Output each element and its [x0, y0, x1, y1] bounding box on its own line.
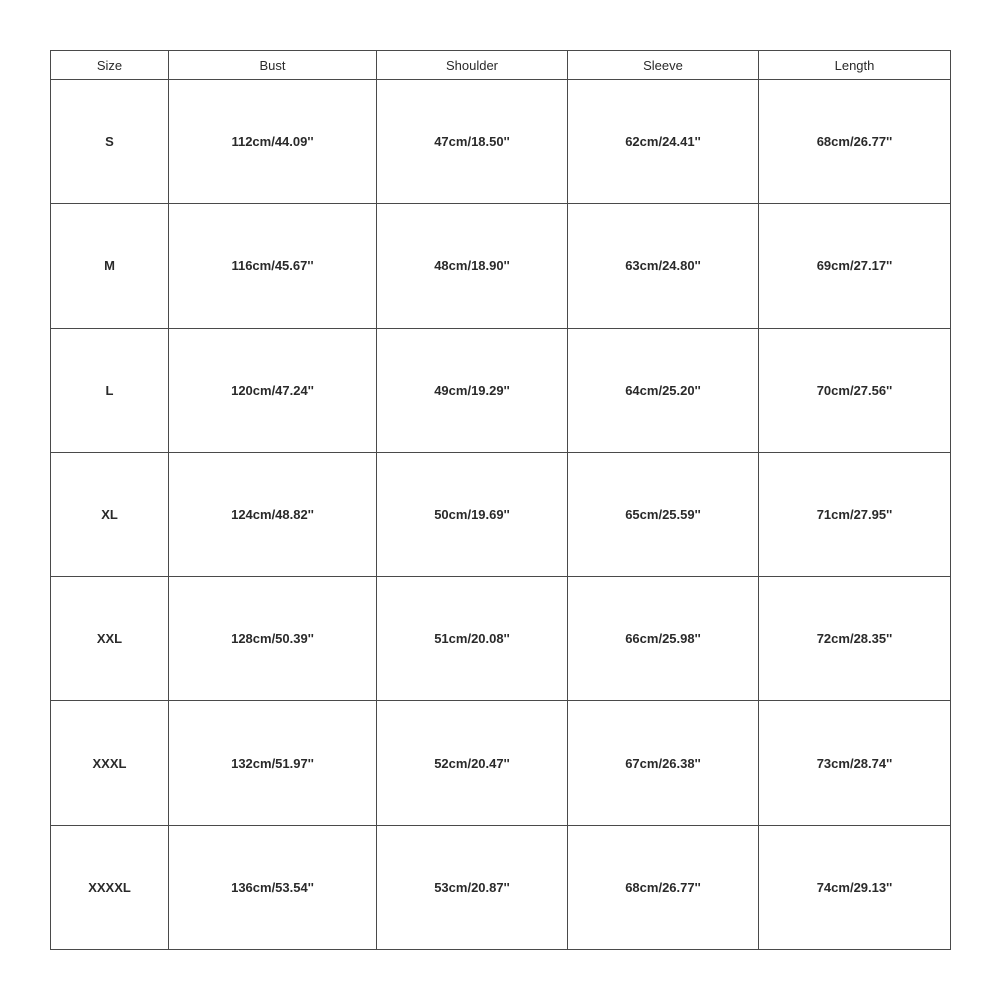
header-length: Length — [759, 51, 951, 80]
table-row — [51, 577, 951, 701]
cell-shoulder: 52cm/20.47'' — [377, 701, 568, 825]
table-row — [51, 825, 951, 949]
cell-shoulder: 47cm/18.50'' — [377, 80, 568, 204]
cell-size: XXXXL — [51, 825, 169, 949]
cell-length: 68cm/26.77'' — [759, 80, 951, 204]
cell-sleeve: 63cm/24.80'' — [568, 204, 759, 328]
table-row — [51, 204, 951, 328]
header-row — [51, 51, 951, 80]
cell-size: L — [51, 328, 169, 452]
cell-sleeve: 66cm/25.98'' — [568, 577, 759, 701]
cell-length: 72cm/28.35'' — [759, 577, 951, 701]
cell-size: XL — [51, 452, 169, 576]
cell-sleeve: 67cm/26.38'' — [568, 701, 759, 825]
cell-bust: 128cm/50.39'' — [169, 577, 377, 701]
cell-length: 73cm/28.74'' — [759, 701, 951, 825]
cell-length: 69cm/27.17'' — [759, 204, 951, 328]
cell-shoulder: 51cm/20.08'' — [377, 577, 568, 701]
cell-bust: 132cm/51.97'' — [169, 701, 377, 825]
cell-length: 74cm/29.13'' — [759, 825, 951, 949]
size-chart-table — [50, 50, 951, 950]
cell-shoulder: 48cm/18.90'' — [377, 204, 568, 328]
header-sleeve: Sleeve — [568, 51, 759, 80]
cell-length: 71cm/27.95'' — [759, 452, 951, 576]
cell-bust: 136cm/53.54'' — [169, 825, 377, 949]
cell-size: M — [51, 204, 169, 328]
header-shoulder: Shoulder — [377, 51, 568, 80]
header-bust: Bust — [169, 51, 377, 80]
cell-bust: 116cm/45.67'' — [169, 204, 377, 328]
cell-length: 70cm/27.56'' — [759, 328, 951, 452]
cell-bust: 112cm/44.09'' — [169, 80, 377, 204]
cell-bust: 120cm/47.24'' — [169, 328, 377, 452]
cell-sleeve: 62cm/24.41'' — [568, 80, 759, 204]
cell-size: XXXL — [51, 701, 169, 825]
table-row — [51, 80, 951, 204]
cell-shoulder: 50cm/19.69'' — [377, 452, 568, 576]
cell-sleeve: 64cm/25.20'' — [568, 328, 759, 452]
header-size: Size — [51, 51, 169, 80]
cell-sleeve: 68cm/26.77'' — [568, 825, 759, 949]
table-row — [51, 701, 951, 825]
cell-size: XXL — [51, 577, 169, 701]
cell-shoulder: 53cm/20.87'' — [377, 825, 568, 949]
cell-shoulder: 49cm/19.29'' — [377, 328, 568, 452]
cell-sleeve: 65cm/25.59'' — [568, 452, 759, 576]
table-row — [51, 328, 951, 452]
cell-size: S — [51, 80, 169, 204]
cell-bust: 124cm/48.82'' — [169, 452, 377, 576]
table-row — [51, 452, 951, 576]
